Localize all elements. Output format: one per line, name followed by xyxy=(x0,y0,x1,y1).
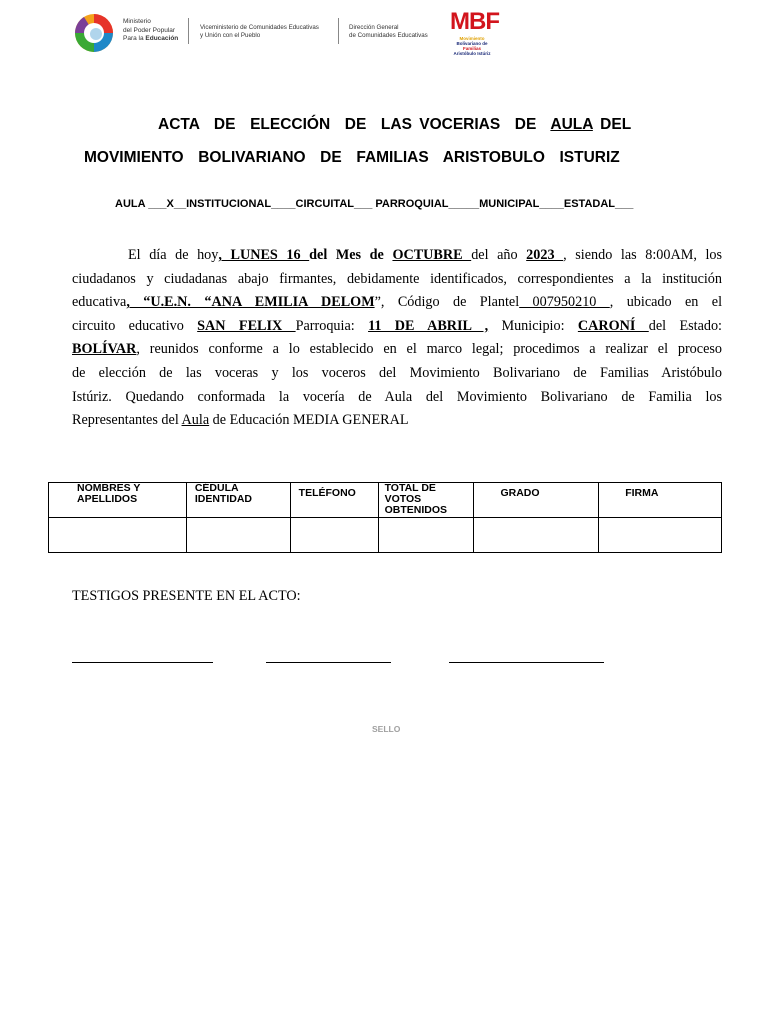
viceministerio-line-2: y Unión con el Pueblo xyxy=(200,32,261,40)
header-nombres: NOMBRES Y APELLIDOS xyxy=(49,483,187,518)
municipio-value: CARONÍ xyxy=(577,317,649,334)
para-line: educativa, “U.E.N. “ANA EMILIA DELOM”, Código de Plantel 007950210 , ubicado en el xyxy=(72,294,723,311)
direccion-label xyxy=(349,24,428,41)
ministerio-educacion-logo-icon xyxy=(70,10,118,54)
para-line: de elección de las voceras y los voceros del Movimiento Bolivariano de Familias Aristóbulo xyxy=(72,364,722,381)
direccion-line-1: Dirección General xyxy=(349,24,399,31)
header-divider xyxy=(188,18,189,44)
cell-grado[interactable] xyxy=(474,518,599,553)
table-row xyxy=(49,518,722,553)
mbf-sub-line: Aristóbulo Istúriz xyxy=(453,51,491,56)
signature-line[interactable] xyxy=(449,662,604,663)
document-title-line-2: MOVIMIENTO BOLIVARIANO DE FAMILIAS ARISTOBULO ISTURIZ xyxy=(84,149,620,166)
header-divider xyxy=(338,18,339,44)
document-title-line-1 xyxy=(158,116,631,134)
testigos-label: TESTIGOS PRESENTE EN EL ACTO: xyxy=(72,588,301,604)
table-header-row xyxy=(49,483,722,518)
cell-telefono[interactable] xyxy=(290,518,378,553)
viceministerio-label xyxy=(200,24,319,41)
signature-line[interactable] xyxy=(72,662,213,663)
header-grado: GRADO xyxy=(474,483,599,518)
para-line: Representantes del Aula de Educación MEDIA GENERAL xyxy=(72,412,409,429)
mbf-logo-subtitle xyxy=(446,36,498,56)
cell-nombres[interactable] xyxy=(49,518,187,553)
month-value: OCTUBRE xyxy=(392,247,472,263)
cell-votos[interactable] xyxy=(378,518,474,553)
cell-firma[interactable] xyxy=(599,518,722,553)
parroquia-value: 11 DE ABRIL , xyxy=(368,317,489,334)
mbf-sub-line: Movimiento xyxy=(459,36,485,41)
aula-word: Aula xyxy=(181,412,210,429)
title-aula: AULA xyxy=(550,116,593,133)
year-value: 2023 xyxy=(526,247,564,263)
header-firma: FIRMA xyxy=(599,483,722,518)
header-cedula: CÉDULA IDENTIDAD xyxy=(186,483,290,518)
mbf-logo xyxy=(446,10,498,58)
viceministerio-line-1: Viceministerio de Comunidades Educativas xyxy=(200,24,319,31)
ministerio-line-1: Ministerio xyxy=(123,18,151,25)
estado-value: BOLÍVAR xyxy=(72,341,137,358)
mbf-sub-line: Familias xyxy=(462,46,481,51)
school-name: , “U.E.N. “ANA EMILIA DELOM xyxy=(126,294,375,311)
title-text: DEL xyxy=(592,116,632,133)
mbf-logo-mark: MBF xyxy=(450,8,499,35)
day-value: , LUNES 16 xyxy=(218,247,310,263)
cell-cedula[interactable] xyxy=(186,518,290,553)
act-paragraph xyxy=(72,244,722,433)
ministerio-label xyxy=(123,18,178,44)
para-line: El día de hoy, LUNES 16 del Mes de OCTUBRE del año 2023 , siendo las 8:00AM, los xyxy=(128,247,722,263)
voceros-table xyxy=(48,482,722,553)
header-votos: TOTAL DE VOTOS OBTENIDOS xyxy=(378,483,474,518)
ministerio-educacion: Educación xyxy=(145,35,179,43)
mbf-sub-line: Bolivariano de xyxy=(456,41,488,46)
para-line: ciudadanos y ciudadanas abajo firmantes, debidamente identificados, correspondientes a la institución xyxy=(72,270,722,287)
ministerio-line-3: Para la xyxy=(123,35,146,43)
para-line: circuito educativo SAN FELIX Parroquia: 11 DE ABRIL , Municipio: CARONÍ del Estado: xyxy=(72,317,722,334)
school-code: 007950210 xyxy=(519,294,610,311)
circuito-value: SAN FELIX xyxy=(197,317,296,334)
ministerio-line-2: del Poder Popular xyxy=(123,26,176,34)
aula-type-line: AULA ___X__INSTITUCIONAL____CIRCUITAL___ PARROQUIAL_____MUNICIPAL____ESTADAL___ xyxy=(115,198,634,210)
signature-line[interactable] xyxy=(266,662,391,663)
title-text: ACTA DE ELECCIÓN DE LAS VOCERIAS DE xyxy=(158,116,551,133)
para-line: Istúriz. Quedando conformada la vocería de Aula del Movimiento Bolivariano de Familia los xyxy=(72,388,722,405)
para-line: BOLÍVAR, reunidos conforme a lo establecido en el marco legal; procedimos a realizar el proceso xyxy=(72,341,722,358)
sello-label: SELLO xyxy=(372,724,401,734)
header-telefono: TELÉFONO xyxy=(290,483,378,518)
direccion-line-2: de Comunidades Educativas xyxy=(349,32,428,40)
